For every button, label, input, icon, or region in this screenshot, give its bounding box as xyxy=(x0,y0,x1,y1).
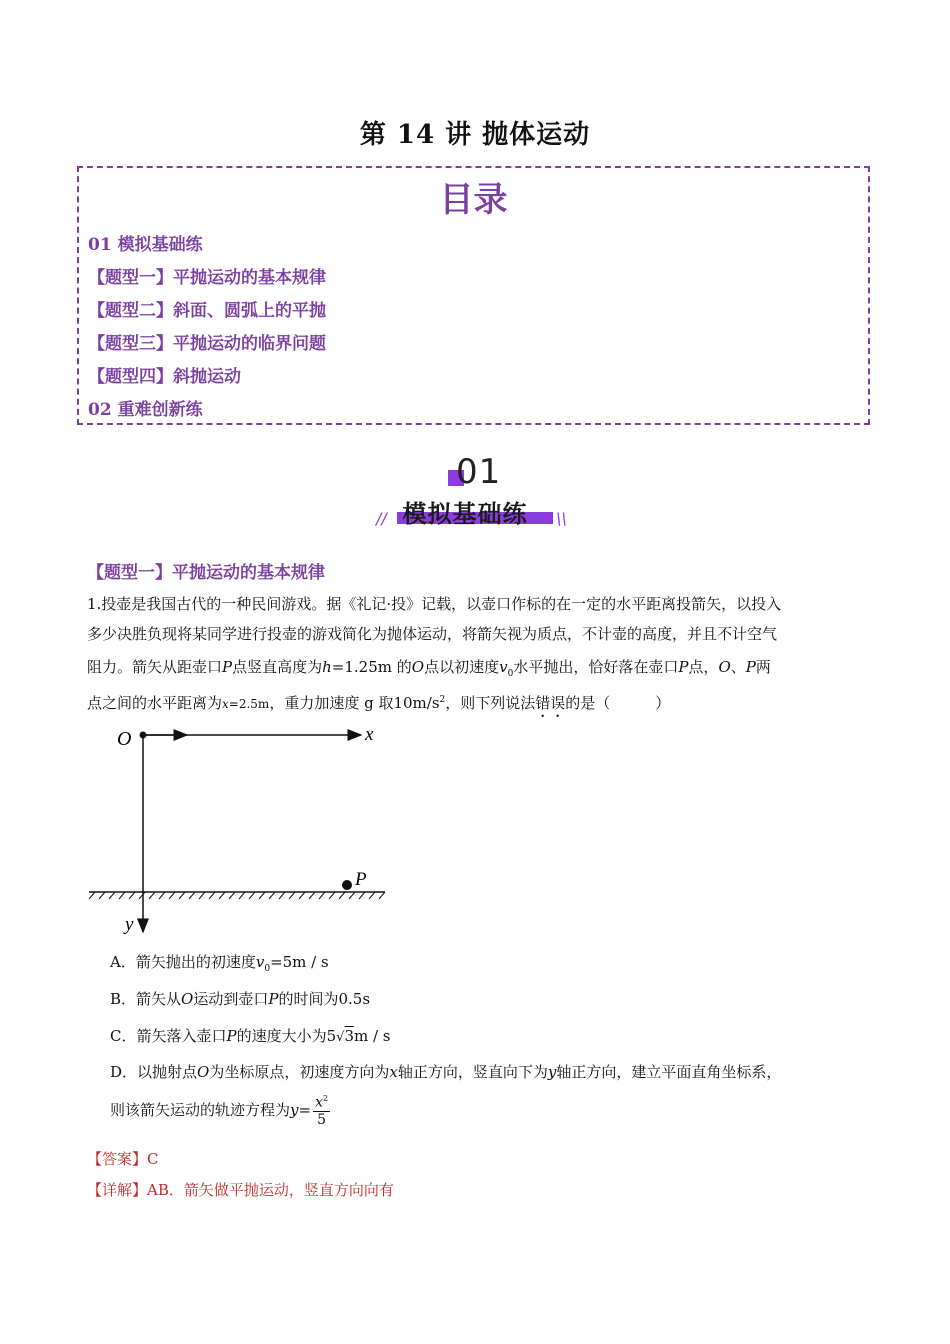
option-d[interactable]: D．以抛射点O为坐标原点，初速度方向为x轴正方向，竖直向下为y轴正方向，建立平面直角坐标系， xyxy=(110,1063,782,1081)
toc-item[interactable]: 【题型四】斜抛运动 xyxy=(88,367,241,387)
badge-left-mark: // xyxy=(376,509,387,528)
section-badge xyxy=(370,452,580,532)
answer-label: 【答案】C xyxy=(87,1150,159,1168)
origin-point xyxy=(140,732,147,739)
option-b[interactable]: B．箭矢从O运动到壶口P的时间为0.5s xyxy=(110,990,371,1008)
badge-number: 01 xyxy=(456,452,502,492)
toc-heading: 目录 xyxy=(439,180,508,220)
badge-right-mark: \\ xyxy=(556,509,567,528)
fraction: $\frac{x^2}{5}$ xyxy=(315,1094,329,1128)
emphasized-word: 错误 xyxy=(535,694,566,712)
page-title: 第 14 讲 抛体运动 xyxy=(359,120,591,150)
option-c[interactable]: C．箭矢落入壶口P的速度大小为5√3m / s xyxy=(110,1027,391,1045)
x-axis-label: x xyxy=(365,724,374,745)
table-of-contents xyxy=(77,166,870,425)
answer-detail: 【详解】AB．箭矢做平抛运动，竖直方向向有 xyxy=(87,1181,394,1199)
question-line: 阻力。箭矢从距壶口P点竖直高度为h=1.25m 的O点以初速度$v_0$水平抛出，恰好落在壶口P点，O、P两 xyxy=(87,658,771,679)
toc-item[interactable]: 【题型一】平抛运动的基本规律 xyxy=(88,268,326,288)
projectile-diagram xyxy=(85,722,395,937)
y-axis-label: y xyxy=(125,914,134,935)
question-line: 多少决胜负现将某同学进行投壶的游戏简化为抛体运动，将箭矢视为质点，不计壶的高度，并且不计空气 xyxy=(87,625,778,643)
badge-label: 模拟基础练 xyxy=(402,500,528,528)
ground-hatching xyxy=(89,892,385,899)
option-d-continued: 则该箭矢运动的轨迹方程为y= $\frac{x^2}{5}$ xyxy=(110,1094,329,1128)
toc-item[interactable]: 02 重难创新练 xyxy=(88,400,203,420)
origin-label: O xyxy=(117,728,132,750)
option-a[interactable]: A．箭矢抛出的初速度$v_0=5m / s$ xyxy=(110,953,329,974)
question-line: 点之间的水平距离为x=2.5m，重力加速度 g 取$10m/s^2$，则下列说法错误的是（ ） xyxy=(87,694,671,712)
question-line: 1.投壶是我国古代的一种民间游戏。据《礼记·投》记载，以壶口作标的在一定的水平距离投箭矢，以投入 xyxy=(87,595,782,613)
toc-item[interactable]: 【题型三】平抛运动的临界问题 xyxy=(88,334,326,354)
toc-item[interactable]: 01 模拟基础练 xyxy=(88,235,203,255)
point-p-label: P xyxy=(355,869,367,890)
target-point-p xyxy=(342,880,352,890)
section-heading: 【题型一】平抛运动的基本规律 xyxy=(87,563,325,583)
toc-item[interactable]: 【题型二】斜面、圆弧上的平抛 xyxy=(88,301,326,321)
